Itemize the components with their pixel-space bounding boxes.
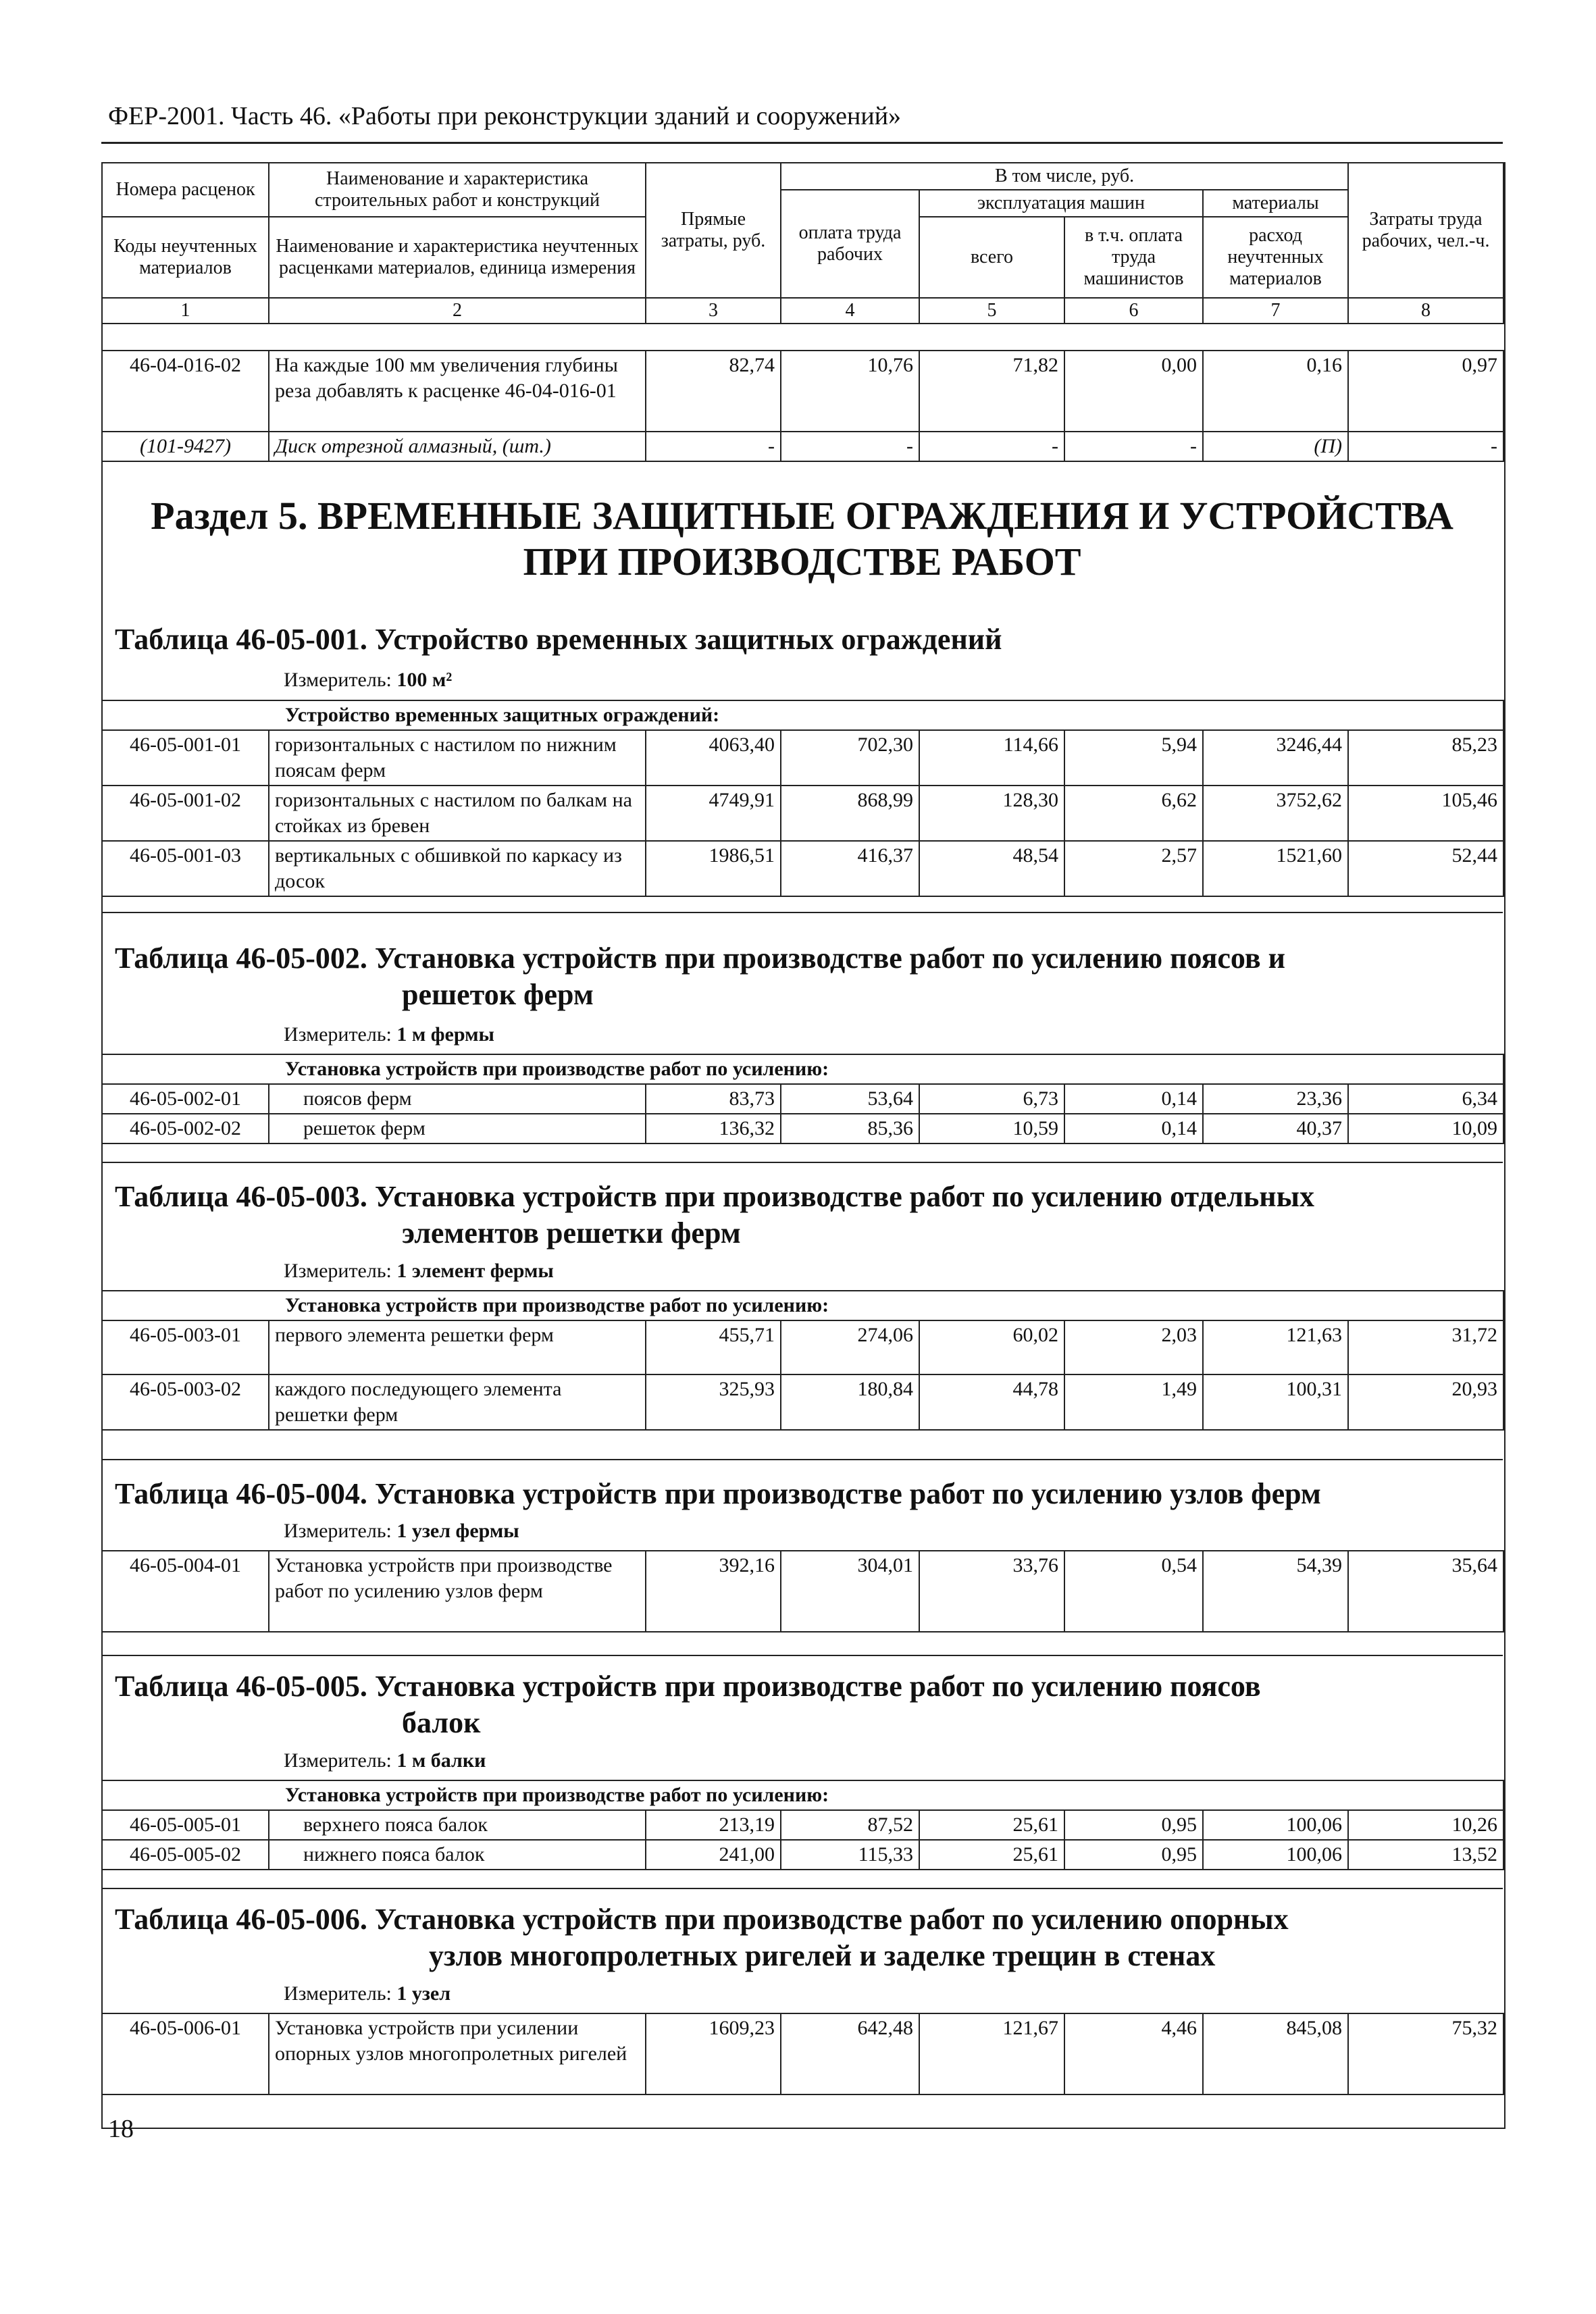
- row-value: 0,97: [1348, 351, 1503, 432]
- col-num: 7: [1203, 298, 1348, 324]
- separator: [101, 1459, 1503, 1460]
- header-materials: материалы: [1203, 190, 1348, 217]
- row-name: На каждые 100 мм увеличения глубины реза добавлять к расценке 46-04-016-01: [269, 351, 646, 432]
- table-subhead: Устройство временных защитных ограждений:: [102, 700, 1503, 730]
- row-value: -: [919, 432, 1064, 461]
- header-labor-costs: Затраты труда рабочих, чел.-ч.: [1348, 163, 1503, 298]
- row-name: каждого последующего элемента решетки ферм: [269, 1374, 646, 1430]
- measure-46-05-003: [284, 1260, 554, 1283]
- table-title-line2: элементов решетки ферм: [402, 1216, 741, 1250]
- row-name: верхнего пояса балок: [269, 1810, 646, 1840]
- measure-label: Измеритель:: [284, 1982, 392, 2005]
- table-title-46-05-002: [115, 940, 1493, 1013]
- row-value: 10,76: [781, 351, 919, 432]
- row-value: 10,26: [1348, 1810, 1503, 1840]
- row-value: 392,16: [646, 1551, 781, 1632]
- measure-46-05-004: [284, 1520, 519, 1543]
- measure-46-05-002: [284, 1023, 494, 1046]
- row-value: 33,76: [919, 1551, 1064, 1632]
- row-value: 87,52: [781, 1810, 919, 1840]
- row-value: (П): [1203, 432, 1348, 461]
- header-name: Наименование и характеристика строительных работ и конструкций: [269, 163, 646, 217]
- table-title-line2: узлов многопролетных ригелей и заделке трещин в стенах: [429, 1939, 1216, 1972]
- section-title-line1: Раздел 5. ВРЕМЕННЫЕ ЗАЩИТНЫЕ ОГРАЖДЕНИЯ И УСТРОЙСТВА: [151, 494, 1453, 538]
- row-name: поясов ферм: [269, 1084, 646, 1114]
- row-value: 4749,91: [646, 786, 781, 841]
- table-subhead: Установка устройств при производстве работ по усилению:: [102, 1291, 1503, 1320]
- table-title-46-05-004: Таблица 46-05-004. Установка устройств при производстве работ по усилению узлов ферм: [115, 1477, 1321, 1510]
- col-num: 5: [919, 298, 1064, 324]
- measure-label: Измеритель:: [284, 1023, 392, 1046]
- measure-46-05-006: [284, 1982, 451, 2005]
- separator: [101, 1655, 1503, 1656]
- row-value: 2,03: [1064, 1320, 1203, 1374]
- table-title-line1: Таблица 46-05-003. Установка устройств при производстве работ по усилению отдельных: [115, 1180, 1314, 1213]
- table-46-05-002: [101, 1054, 1504, 1144]
- row-name: решеток ферм: [269, 1114, 646, 1143]
- row-code: 46-05-002-01: [102, 1084, 269, 1114]
- row-value: 0,14: [1064, 1084, 1203, 1114]
- column-header-table: [101, 162, 1504, 324]
- measure-label: Измеритель:: [284, 1520, 392, 1542]
- row-value: 10,59: [919, 1114, 1064, 1143]
- table-title-line1: Таблица 46-05-002. Установка устройств при производстве работ по усилению поясов и: [115, 942, 1285, 975]
- row-value: 82,74: [646, 351, 781, 432]
- header-rule: [101, 142, 1503, 144]
- row-value: 114,66: [919, 730, 1064, 786]
- page-number: 18: [108, 2115, 134, 2143]
- measure-value: 1 узел: [396, 1982, 451, 2005]
- row-value: 83,73: [646, 1084, 781, 1114]
- header-material-codes: Коды неучтенных материалов: [102, 217, 269, 298]
- row-name: горизонтальных с настилом по нижним поясам ферм: [269, 730, 646, 786]
- row-value: 54,39: [1203, 1551, 1348, 1632]
- row-value: 845,08: [1203, 2013, 1348, 2094]
- row-value: 75,32: [1348, 2013, 1503, 2094]
- row-value: 35,64: [1348, 1551, 1503, 1632]
- row-value: 105,46: [1348, 786, 1503, 841]
- header-machines: эксплуатация машин: [919, 190, 1203, 217]
- row-name: первого элемента решетки ферм: [269, 1320, 646, 1374]
- row-value: 121,67: [919, 2013, 1064, 2094]
- row-code: 46-05-003-01: [102, 1320, 269, 1374]
- row-value: -: [1064, 432, 1203, 461]
- row-value: 25,61: [919, 1840, 1064, 1870]
- row-value: 1521,60: [1203, 841, 1348, 896]
- row-code: 46-05-004-01: [102, 1551, 269, 1632]
- table-title-line1: Таблица 46-05-006. Установка устройств при производстве работ по усилению опорных: [115, 1903, 1289, 1936]
- col-num: 3: [646, 298, 781, 324]
- table-subhead: Установка устройств при производстве работ по усилению:: [102, 1054, 1503, 1084]
- row-value: 868,99: [781, 786, 919, 841]
- measure-label: Измеритель:: [284, 1749, 392, 1772]
- measure-46-05-005: [284, 1749, 486, 1772]
- row-value: 702,30: [781, 730, 919, 786]
- row-value: 180,84: [781, 1374, 919, 1430]
- row-value: 416,37: [781, 841, 919, 896]
- row-code: 46-05-005-01: [102, 1810, 269, 1840]
- row-value: 31,72: [1348, 1320, 1503, 1374]
- row-value: 25,61: [919, 1810, 1064, 1840]
- row-value: 0,14: [1064, 1114, 1203, 1143]
- row-value: 115,33: [781, 1840, 919, 1870]
- header-direct-costs: Прямые затраты, руб.: [646, 163, 781, 298]
- table-46-05-006: [101, 2013, 1504, 2095]
- separator: [101, 912, 1503, 913]
- material-name: Диск отрезной алмазный, (шт.): [269, 432, 646, 461]
- table-title-46-05-001: Таблица 46-05-001. Устройство временных защитных ограждений: [115, 623, 1002, 656]
- table-title-46-05-003: [115, 1179, 1493, 1252]
- row-code: 46-05-002-02: [102, 1114, 269, 1143]
- header-material-usage: расход неучтенных материалов: [1203, 217, 1348, 298]
- section-title: [101, 493, 1503, 585]
- col-num: 6: [1064, 298, 1203, 324]
- row-code: 46-05-003-02: [102, 1374, 269, 1430]
- row-value: 241,00: [646, 1840, 781, 1870]
- row-value: 213,19: [646, 1810, 781, 1840]
- row-value: 1609,23: [646, 2013, 781, 2094]
- col-num: 2: [269, 298, 646, 324]
- row-value: -: [646, 432, 781, 461]
- measure-value: 1 элемент фермы: [396, 1260, 554, 1282]
- measure-label: Измеритель:: [284, 669, 392, 691]
- measure-value: 100 м²: [396, 669, 453, 691]
- separator: [101, 1888, 1503, 1889]
- col-num: 1: [102, 298, 269, 324]
- row-value: 13,52: [1348, 1840, 1503, 1870]
- measure-value: 1 м балки: [396, 1749, 486, 1772]
- row-value: 121,63: [1203, 1320, 1348, 1374]
- row-name: вертикальных с обшивкой по каркасу из досок: [269, 841, 646, 896]
- row-value: 23,36: [1203, 1084, 1348, 1114]
- table-46-05-004: [101, 1550, 1504, 1632]
- header-codes: Номера расценок: [102, 163, 269, 217]
- row-value: 1986,51: [646, 841, 781, 896]
- separator: [101, 1162, 1503, 1163]
- row-value: 136,32: [646, 1114, 781, 1143]
- row-value: 0,95: [1064, 1810, 1203, 1840]
- header-machinists-pay: в т.ч. оплата труда машинистов: [1064, 217, 1203, 298]
- row-value: 10,09: [1348, 1114, 1503, 1143]
- row-value: 85,23: [1348, 730, 1503, 786]
- row-value: 0,16: [1203, 351, 1348, 432]
- row-value: 20,93: [1348, 1374, 1503, 1430]
- table-title-line1: Таблица 46-05-005. Установка устройств при производстве работ по усилению поясов: [115, 1670, 1261, 1703]
- row-value: 53,64: [781, 1084, 919, 1114]
- row-code: 46-05-001-02: [102, 786, 269, 841]
- row-value: 274,06: [781, 1320, 919, 1374]
- col-num: 4: [781, 298, 919, 324]
- row-value: 71,82: [919, 351, 1064, 432]
- row-value: 60,02: [919, 1320, 1064, 1374]
- header-material-names: Наименование и характеристика неучтенных расценками материалов, единица измерения: [269, 217, 646, 298]
- row-value: 85,36: [781, 1114, 919, 1143]
- row-value: 325,93: [646, 1374, 781, 1430]
- row-value: 0,54: [1064, 1551, 1203, 1632]
- row-value: 44,78: [919, 1374, 1064, 1430]
- row-value: 5,94: [1064, 730, 1203, 786]
- measure-label: Измеритель:: [284, 1260, 392, 1282]
- row-value: 1,49: [1064, 1374, 1203, 1430]
- row-value: -: [1348, 432, 1503, 461]
- section-title-line2: ПРИ ПРОИЗВОДСТВЕ РАБОТ: [523, 540, 1081, 584]
- col-num: 8: [1348, 298, 1503, 324]
- table-title-line2: балок: [402, 1706, 481, 1739]
- table-title-46-05-006: [115, 1901, 1493, 1974]
- row-value: 100,06: [1203, 1840, 1348, 1870]
- row-value: 4,46: [1064, 2013, 1203, 2094]
- row-value: 100,31: [1203, 1374, 1348, 1430]
- row-code: 46-05-001-01: [102, 730, 269, 786]
- table-title-46-05-005: [115, 1668, 1493, 1741]
- row-code: 46-04-016-02: [102, 351, 269, 432]
- first-row-table: [101, 350, 1504, 462]
- row-value: 6,73: [919, 1084, 1064, 1114]
- row-value: 455,71: [646, 1320, 781, 1374]
- row-value: -: [781, 432, 919, 461]
- page-header-title: ФЕР-2001. Часть 46. «Работы при реконструкции зданий и сооружений»: [108, 102, 902, 130]
- measure-value: 1 узел фермы: [396, 1520, 519, 1542]
- table-title-line2: решеток ферм: [402, 978, 594, 1011]
- row-value: 48,54: [919, 841, 1064, 896]
- row-value: 2,57: [1064, 841, 1203, 896]
- row-value: 642,48: [781, 2013, 919, 2094]
- header-labor-pay: оплата труда рабочих: [781, 190, 919, 298]
- row-value: 0,00: [1064, 351, 1203, 432]
- table-46-05-005: [101, 1780, 1504, 1870]
- row-value: 100,06: [1203, 1810, 1348, 1840]
- row-code: 46-05-001-03: [102, 841, 269, 896]
- row-name: нижнего пояса балок: [269, 1840, 646, 1870]
- row-value: 3246,44: [1203, 730, 1348, 786]
- row-value: 6,62: [1064, 786, 1203, 841]
- header-machines-total: всего: [919, 217, 1064, 298]
- row-code: 46-05-006-01: [102, 2013, 269, 2094]
- row-value: 4063,40: [646, 730, 781, 786]
- table-subhead: Установка устройств при производстве работ по усилению:: [102, 1780, 1503, 1810]
- measure-46-05-001: [284, 669, 452, 692]
- row-value: 3752,62: [1203, 786, 1348, 841]
- row-value: 304,01: [781, 1551, 919, 1632]
- table-46-05-003: [101, 1290, 1504, 1431]
- row-name: Установка устройств при усилении опорных узлов многопролетных ригелей: [269, 2013, 646, 2094]
- row-value: 52,44: [1348, 841, 1503, 896]
- row-name: Установка устройств при производстве работ по усилению узлов ферм: [269, 1551, 646, 1632]
- row-value: 6,34: [1348, 1084, 1503, 1114]
- row-value: 40,37: [1203, 1114, 1348, 1143]
- measure-value: 1 м фермы: [396, 1023, 494, 1046]
- table-46-05-001: [101, 700, 1504, 897]
- row-name: горизонтальных с настилом по балкам на стойках из бревен: [269, 786, 646, 841]
- row-value: 0,95: [1064, 1840, 1203, 1870]
- header-including: В том числе, руб.: [781, 163, 1348, 190]
- row-value: 128,30: [919, 786, 1064, 841]
- row-code: 46-05-005-02: [102, 1840, 269, 1870]
- material-code: (101-9427): [102, 432, 269, 461]
